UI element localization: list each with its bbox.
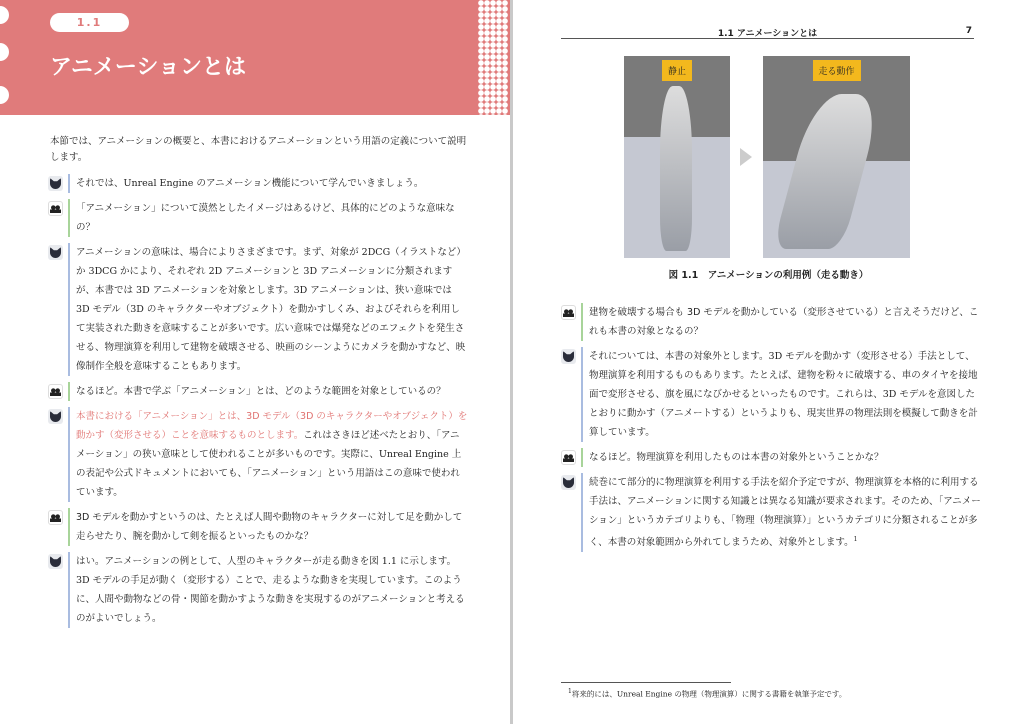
- dialogue-teacher: [561, 473, 981, 552]
- left-body-column: [48, 134, 468, 634]
- dialogue-teacher: [561, 347, 981, 442]
- cat-avatar-icon: [48, 245, 63, 260]
- footnote-rule: [561, 682, 731, 683]
- dialogue-text: それについては、本書の対象外とします。3D モデルを動かす（変形させる）手法として、物理演算を利用するものもあります。たとえば、建物を粉々に破壊する、車のタイヤを接地面で変形させる、旗を風になびかせるといったものです。これらは、3D モデルを意図したとおりに動かす（アニメートする）というよりも、現実世界の物理法則を模擬して動きを計算しています。: [581, 347, 981, 442]
- right-body-column: [561, 303, 981, 558]
- dialogue-text: アニメーションの意味は、場合によりさまざまです。まず、対象が 2DCG（イラストなど）か 3DCG かにより、それぞれ 2D アニメーションと 3D アニメーションに分類されますが、本書では 3D アニメーションを対象とします。3D アニメーションは、狭い意味では 3D モデル（3D のキャラクターやオブジェクト）を動かすしくみ、およびそれらを利用して実装された動きを意味することが多いです。広い意味では爆発などのエフェクトを発生させる、物理演算を利用して建物を破壊させる、映画のシーンようにカメラを動かすなど、映像制作全般を意味することもあります。: [68, 243, 468, 376]
- dialogue-text: なるほど。物理演算を利用したものは本書の対象外ということかな？: [581, 448, 981, 467]
- panda-avatar-icon: [48, 510, 63, 525]
- dialogue-student: [561, 303, 981, 341]
- running-head-title: 1.1 アニメーションとは: [717, 29, 818, 39]
- dialogue-teacher: [48, 243, 468, 376]
- cat-avatar-icon: [48, 176, 63, 191]
- footnote-reference[interactable]: 1: [853, 536, 858, 543]
- dialogue-text-body: 続巻にて部分的に物理演算を利用する手法を紹介予定ですが、物理演算を本格的に利用する手法は、アニメーションに関する知識とは異なる知識が要求されます。そのため、「アニメーション」というカテゴリよりも、「物理（物理演算）」というカテゴリに分類されることが多く、本書の対象範囲から外れてしまうため、対象外とします。: [589, 477, 981, 549]
- highlighted-definition: 本書における「アニメーション」とは、3D モデル（3D のキャラクターやオブジェクト）を動かす（変形させる）ことを意味するものとします。: [76, 411, 468, 441]
- panda-avatar-icon: [48, 201, 63, 216]
- punch-hole-decoration: [0, 43, 9, 61]
- dialogue-student: [48, 382, 468, 401]
- dialogue-teacher: [48, 174, 468, 193]
- cat-avatar-icon: [48, 554, 63, 569]
- footnote: [568, 686, 988, 700]
- cat-avatar-icon: [561, 349, 576, 364]
- dialogue-text: [581, 473, 981, 552]
- figure-label-idle: 静止: [662, 60, 692, 81]
- dialogue-student: [48, 508, 468, 546]
- figure-label-running: 走る動作: [812, 60, 860, 81]
- right-page: [513, 0, 1024, 724]
- cat-avatar-icon: [561, 475, 576, 490]
- footnote-mark: 1: [568, 688, 572, 695]
- dialogue-teacher: [48, 407, 468, 502]
- punch-hole-decoration: [0, 86, 9, 104]
- robot-figure-running: [772, 94, 884, 249]
- footnote-text: 将来的には、Unreal Engine の物理（物理演算）に関する書籍を執筆予定です。: [571, 689, 847, 699]
- intro-paragraph: 本節では、アニメーションの概要と、本書におけるアニメーションという用語の定義について説明します。: [50, 136, 467, 163]
- figure-image-running: [763, 56, 910, 258]
- dot-pattern-decoration: [478, 0, 508, 115]
- robot-figure-standing: [660, 86, 692, 251]
- dialogue-text: 3D モデルを動かすというのは、たとえば人間や動物のキャラクターに対して足を動かして走らせたり、腕を動かして剣を振るといったものかな？: [68, 508, 468, 546]
- running-head: [561, 26, 974, 39]
- dialogue-text: 建物を破壊する場合も 3D モデルを動かしている（変形させている）と言えそうだけど、これも本書の対象となるの？: [581, 303, 981, 341]
- dialogue-teacher: [48, 552, 468, 628]
- dialogue-student: [561, 448, 981, 467]
- arrow-right-icon: [740, 148, 752, 166]
- dialogue-text: なるほど。本書で学ぶ「アニメーション」とは、どのような範囲を対象としているの？: [68, 382, 468, 401]
- left-page: [0, 0, 510, 724]
- dialogue-text: それでは、Unreal Engine のアニメーション機能について学んでいきましょう。: [68, 174, 468, 193]
- panda-avatar-icon: [561, 450, 576, 465]
- panda-avatar-icon: [48, 384, 63, 399]
- cat-avatar-icon: [48, 409, 63, 424]
- dialogue-text: 「アニメーション」について漠然としたイメージはあるけど、具体的にどのような意味なの？: [68, 199, 468, 237]
- dialogue-student: [48, 199, 468, 237]
- chapter-header-band: [0, 0, 510, 115]
- panda-avatar-icon: [561, 305, 576, 320]
- section-number-badge: 1.1: [50, 13, 129, 32]
- page-number: 7: [965, 26, 972, 36]
- figure-caption: 図 1.1 アニメーションの利用例（走る動き）: [668, 270, 869, 281]
- dialogue-text: [68, 407, 468, 502]
- section-title: アニメーションとは: [50, 55, 247, 80]
- figure-image-idle: [624, 56, 730, 258]
- dialogue-text: はい。アニメーションの例として、人型のキャラクターが走る動きを図 1.1 に示します。3D モデルの手足が動く（変形する）ことで、走るような動きを実現しています。このように、人間や動物などの骨・関節を動かすような動きを実現するのがアニメーションと考えるのがよいでしょう。: [68, 552, 468, 628]
- dialogue-text-rest: これはさきほど述べたとおり、「アニメーション」の狭い意味として使われることが多いものです。実際に、Unreal Engine 上の表記や公式ドキュメントにおいても、「アニメーション」という用語はこの意味で使われています。: [76, 430, 462, 498]
- punch-hole-decoration: [0, 6, 9, 24]
